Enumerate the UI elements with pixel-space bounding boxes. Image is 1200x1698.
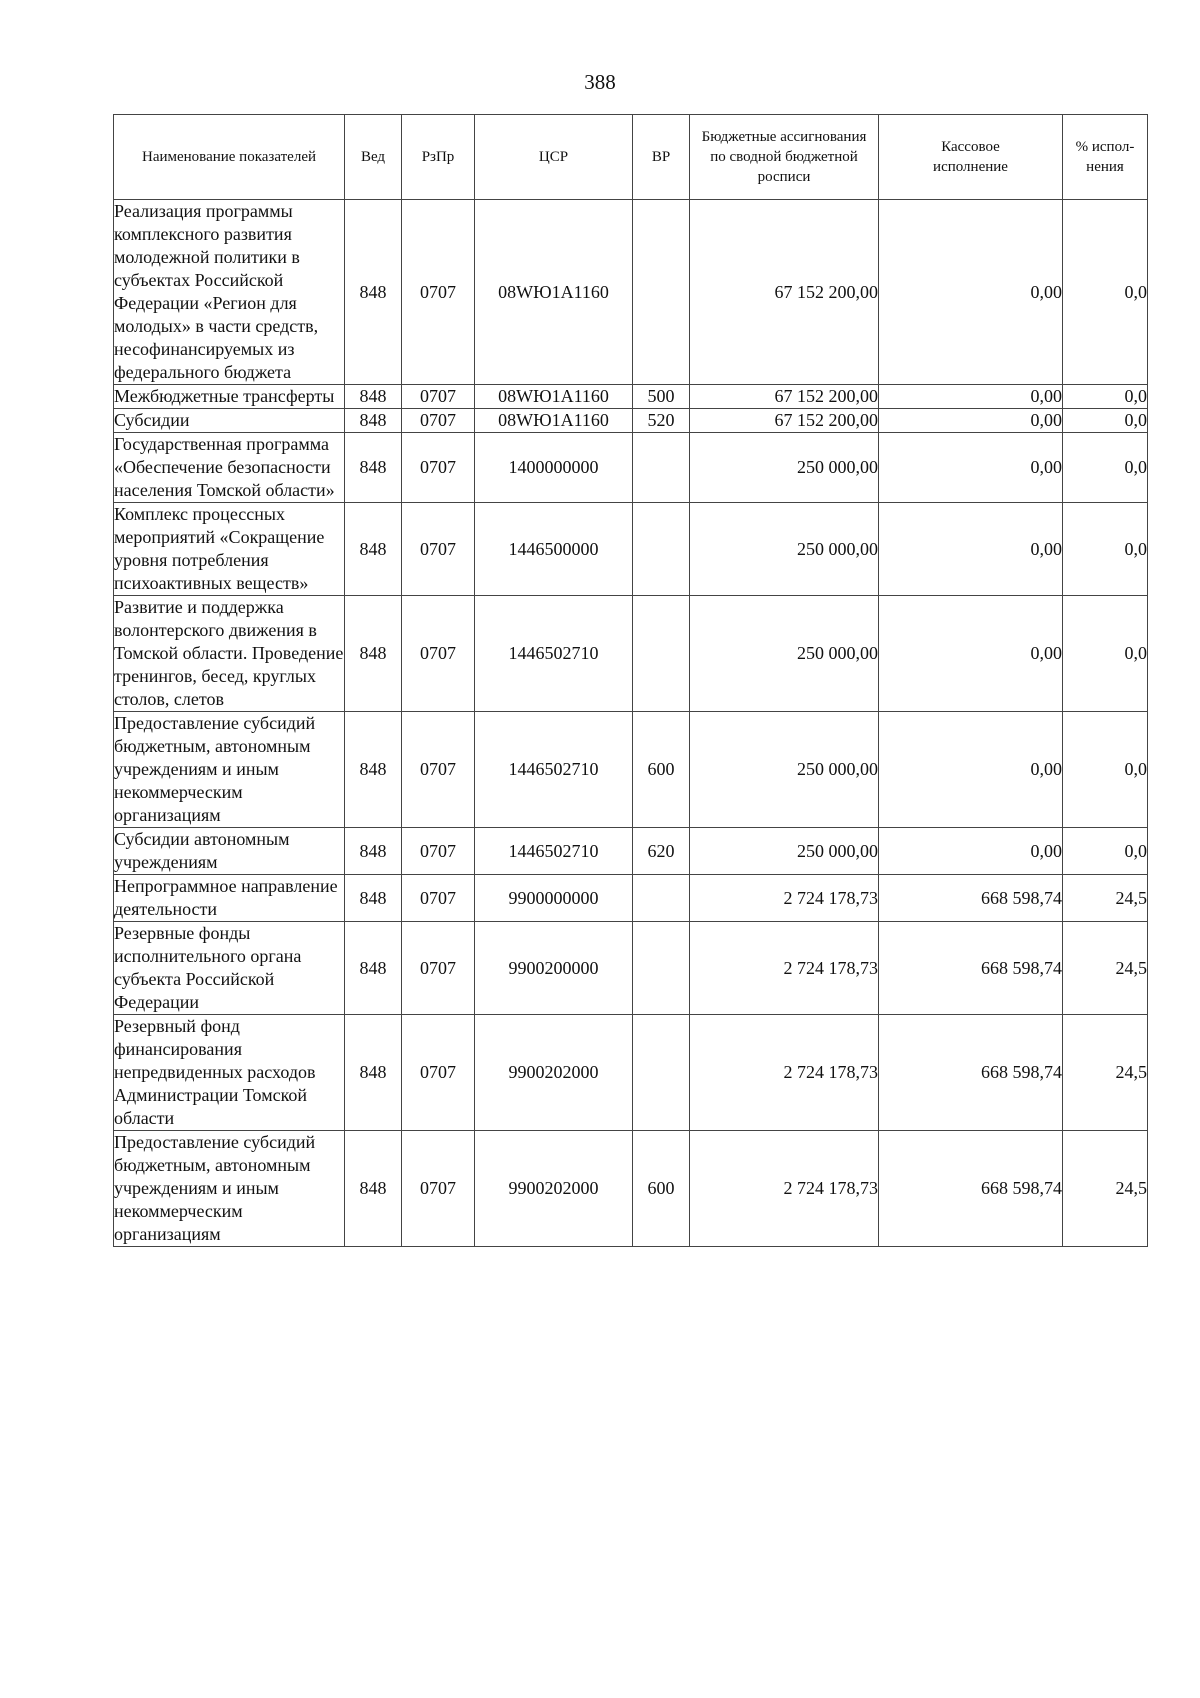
cell-budget: 250 000,00	[690, 596, 879, 712]
header-name: Наименование показателей	[114, 115, 345, 200]
table-row	[114, 503, 1148, 596]
cell-budget: 2 724 178,73	[690, 1015, 879, 1131]
cell-ved: 848	[345, 1131, 402, 1247]
header-rzpr: РзПр	[402, 115, 475, 200]
cell-pct: 0,0	[1063, 433, 1148, 503]
cell-pct: 24,5	[1063, 1015, 1148, 1131]
cell-vr	[633, 1015, 690, 1131]
cell-rzpr: 0707	[402, 1015, 475, 1131]
table-row	[114, 409, 1148, 433]
cell-pct: 0,0	[1063, 596, 1148, 712]
cell-name: Комплекс процессных мероприятий «Сокращение уровня потребления психоактивных веществ»	[114, 503, 345, 596]
cell-pct: 24,5	[1063, 875, 1148, 922]
cell-pct: 24,5	[1063, 1131, 1148, 1247]
cell-vr: 600	[633, 1131, 690, 1247]
cell-vr	[633, 922, 690, 1015]
cell-csr: 9900000000	[475, 875, 633, 922]
cell-rzpr: 0707	[402, 409, 475, 433]
cell-budget: 250 000,00	[690, 433, 879, 503]
cell-cash: 0,00	[879, 433, 1063, 503]
header-budget: Бюджетные ассигнования по сводной бюджетной росписи	[690, 115, 879, 200]
cell-pct: 0,0	[1063, 712, 1148, 828]
cell-cash: 668 598,74	[879, 875, 1063, 922]
cell-csr: 1446502710	[475, 596, 633, 712]
cell-budget: 250 000,00	[690, 828, 879, 875]
cell-ved: 848	[345, 385, 402, 409]
cell-rzpr: 0707	[402, 385, 475, 409]
cell-budget: 2 724 178,73	[690, 1131, 879, 1247]
cell-ved: 848	[345, 712, 402, 828]
cell-cash: 0,00	[879, 409, 1063, 433]
cell-budget: 250 000,00	[690, 712, 879, 828]
table-row	[114, 385, 1148, 409]
cell-ved: 848	[345, 875, 402, 922]
cell-csr: 9900200000	[475, 922, 633, 1015]
cell-cash: 668 598,74	[879, 1015, 1063, 1131]
cell-csr: 9900202000	[475, 1131, 633, 1247]
page-number: 388	[584, 70, 616, 94]
cell-rzpr: 0707	[402, 712, 475, 828]
cell-vr	[633, 433, 690, 503]
cell-budget: 67 152 200,00	[690, 385, 879, 409]
cell-budget: 67 152 200,00	[690, 409, 879, 433]
cell-name: Резервный фонд финансирования непредвиденных расходов Администрации Томской области	[114, 1015, 345, 1131]
cell-csr: 08WЮ1A1160	[475, 385, 633, 409]
cell-vr: 520	[633, 409, 690, 433]
cell-vr: 620	[633, 828, 690, 875]
table-header-row	[114, 115, 1148, 200]
cell-ved: 848	[345, 922, 402, 1015]
table-row	[114, 828, 1148, 875]
cell-name: Субсидии	[114, 409, 345, 433]
header-ved: Вед	[345, 115, 402, 200]
cell-rzpr: 0707	[402, 875, 475, 922]
cell-csr: 1446502710	[475, 828, 633, 875]
cell-name: Развитие и поддержка волонтерского движения в Томской области. Проведение тренингов, бесед, круглых столов, слетов	[114, 596, 345, 712]
cell-ved: 848	[345, 503, 402, 596]
table-row	[114, 712, 1148, 828]
cell-cash: 0,00	[879, 503, 1063, 596]
cell-cash: 0,00	[879, 712, 1063, 828]
cell-ved: 848	[345, 409, 402, 433]
cell-csr: 9900202000	[475, 1015, 633, 1131]
cell-name: Резервные фонды исполнительного органа субъекта Российской Федерации	[114, 922, 345, 1015]
cell-csr: 1446502710	[475, 712, 633, 828]
cell-pct: 0,0	[1063, 385, 1148, 409]
cell-name: Межбюджетные трансферты	[114, 385, 345, 409]
cell-budget: 2 724 178,73	[690, 875, 879, 922]
cell-cash: 0,00	[879, 828, 1063, 875]
cell-cash: 0,00	[879, 385, 1063, 409]
cell-pct: 0,0	[1063, 503, 1148, 596]
cell-ved: 848	[345, 200, 402, 385]
cell-cash: 668 598,74	[879, 922, 1063, 1015]
cell-cash: 0,00	[879, 200, 1063, 385]
header-csr: ЦСР	[475, 115, 633, 200]
table-row	[114, 433, 1148, 503]
cell-name: Предоставление субсидий бюджетным, автономным учреждениям и иным некоммерческим организациям	[114, 1131, 345, 1247]
cell-vr: 600	[633, 712, 690, 828]
cell-vr	[633, 875, 690, 922]
cell-ved: 848	[345, 828, 402, 875]
cell-ved: 848	[345, 596, 402, 712]
table-row	[114, 1015, 1148, 1131]
cell-rzpr: 0707	[402, 503, 475, 596]
cell-budget: 67 152 200,00	[690, 200, 879, 385]
cell-vr	[633, 200, 690, 385]
cell-budget: 250 000,00	[690, 503, 879, 596]
cell-pct: 0,0	[1063, 409, 1148, 433]
cell-rzpr: 0707	[402, 1131, 475, 1247]
cell-rzpr: 0707	[402, 200, 475, 385]
table-row	[114, 1131, 1148, 1247]
cell-pct: 0,0	[1063, 200, 1148, 385]
cell-csr: 08WЮ1A1160	[475, 409, 633, 433]
cell-pct: 0,0	[1063, 828, 1148, 875]
cell-csr: 1446500000	[475, 503, 633, 596]
cell-budget: 2 724 178,73	[690, 922, 879, 1015]
table-row	[114, 596, 1148, 712]
table-row	[114, 200, 1148, 385]
cell-name: Предоставление субсидий бюджетным, автономным учреждениям и иным некоммерческим организациям	[114, 712, 345, 828]
cell-name: Субсидии автономным учреждениям	[114, 828, 345, 875]
cell-rzpr: 0707	[402, 828, 475, 875]
cell-ved: 848	[345, 1015, 402, 1131]
table-row	[114, 922, 1148, 1015]
budget-table	[113, 114, 1148, 1247]
cell-name: Реализация программы комплексного развития молодежной политики в субъектах Российской Федерации «Регион для молодых» в части средств, несофинансируемых из федерального бюджета	[114, 200, 345, 385]
header-pct: % испол-нения	[1063, 115, 1148, 200]
table-row	[114, 875, 1148, 922]
cell-pct: 24,5	[1063, 922, 1148, 1015]
cell-rzpr: 0707	[402, 922, 475, 1015]
cell-name: Государственная программа «Обеспечение безопасности населения Томской области»	[114, 433, 345, 503]
cell-csr: 1400000000	[475, 433, 633, 503]
cell-cash: 668 598,74	[879, 1131, 1063, 1247]
cell-vr: 500	[633, 385, 690, 409]
cell-rzpr: 0707	[402, 433, 475, 503]
header-cash: Кассовое исполнение	[879, 115, 1063, 200]
cell-name: Непрограммное направление деятельности	[114, 875, 345, 922]
header-vr: ВР	[633, 115, 690, 200]
cell-vr	[633, 503, 690, 596]
cell-vr	[633, 596, 690, 712]
cell-cash: 0,00	[879, 596, 1063, 712]
cell-ved: 848	[345, 433, 402, 503]
cell-csr: 08WЮ1A1160	[475, 200, 633, 385]
cell-rzpr: 0707	[402, 596, 475, 712]
